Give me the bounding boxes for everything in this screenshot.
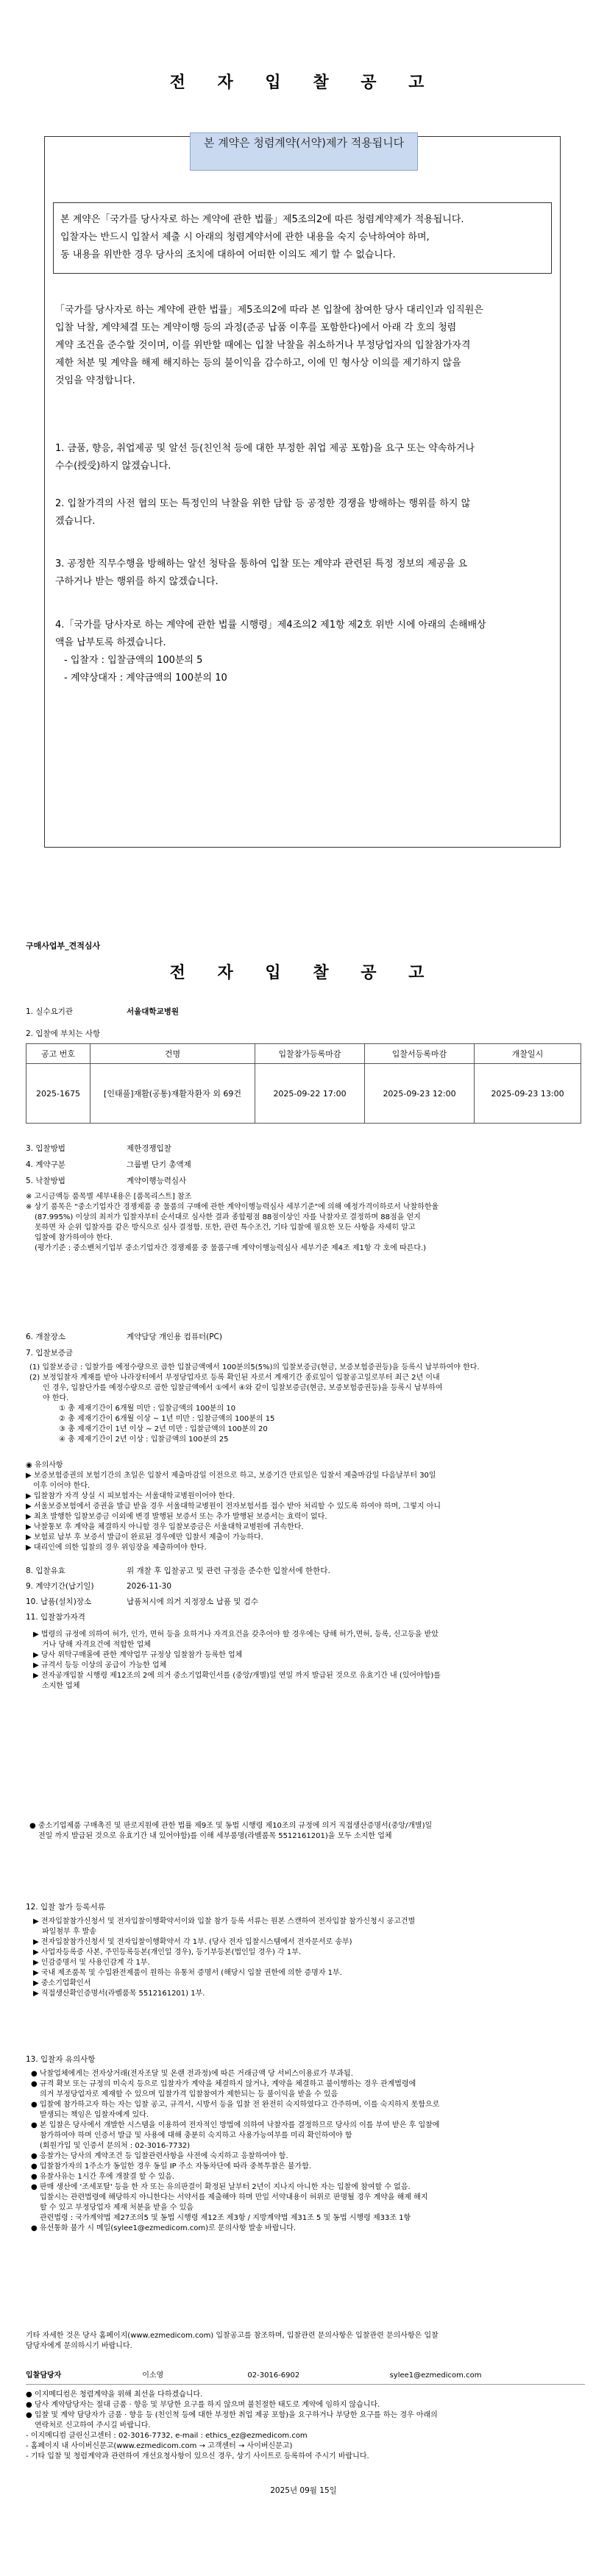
col-header: 개찰일시 (475, 1044, 581, 1064)
section-label: 4. 계약구분 (26, 1160, 65, 1169)
section-6-value: 계약담당 개인용 컴퓨터(PC) (127, 1333, 222, 1341)
note-line: ▶ 보험료 납부 후 보증서 발급이 완료된 경우에만 입찰서 제출이 가능하다. (26, 1533, 263, 1541)
doc-line: 파일첨부 후 발송 (42, 1928, 96, 1936)
inner-line: 입찰자는 반드시 입찰서 제출 시 아래의 청렴계약서에 관한 내용을 숙지 승낙하여야 하며, (60, 232, 430, 243)
bidder-note: 할 수 있고 부정당업자 제재 처분을 받을 수 있음 (40, 2204, 194, 2212)
pledge-line: ● 입찰 및 계약 담당자가 금품 · 향응 등 (친인척 등에 대한 부정한 취업 제공 포함)을 요구하거나 부당한 요구를 하는 경우 아래의 (26, 2411, 438, 2419)
bidder-note: ● 응찰가는 당사의 계약조건 등 입찰관련사항을 사전에 숙지하고 응찰하여야 함. (31, 2152, 288, 2160)
intro-line: 것임을 약정합니다. (55, 375, 135, 386)
deposit-rate: ③ 총 제재기간이 1년 이상 ~ 2년 미만 : 입찰금액의 100분의 20 (59, 1425, 268, 1433)
note-line: 못하면 차 순위 입찰자를 같은 방식으로 심사 결정함. 또한, 관련 특수조건, 기타 입찰에 필요한 모든 사항을 자세히 알고 (35, 1224, 416, 1232)
section-value: 위 개찰 후 입찰공고 및 관련 규정을 준수한 입찰서에 한한다. (127, 1566, 330, 1575)
clause-2 (55, 495, 555, 531)
note-line: ▶ 보증보험증권의 보험기간의 초일은 입찰서 제출마감일 이전으로 하고, 보증기간 만료일은 입찰서 제출마감일 다음날부터 30일 (26, 1472, 436, 1480)
table-header-row (26, 1044, 581, 1064)
section-6-label: 6. 개찰장소 (26, 1333, 65, 1341)
table-row (26, 1064, 581, 1124)
deposit-line: (1) 입찰보증금 : 입찰가를 예정수량으로 곱한 입찰금액에서 100분의5(5%)의 입찰보증금(현금, 보증보험증권등)을 등록시 납부하여야 한다. (29, 1363, 480, 1372)
damages-contractor: - 계약상대자 : 계약금액의 100분의 10 (64, 673, 227, 684)
intro-line: 계약 조건을 준수할 것이며, 이를 위반할 때에는 입찰 낙찰을 취소하거나 부정당업자의 입찰참가자격 (55, 340, 471, 351)
section-label: 9. 계약기간(납기일) (26, 1582, 94, 1591)
notice-date: 2025년 09월 15일 (270, 2486, 337, 2495)
qual-line: 거나 당해 자격요건에 적합한 업체 (42, 1641, 151, 1649)
integrity-pledge (26, 2390, 589, 2462)
deposit-line: (2) 보정입찰자 계재를 받아 나라장터에서 부정당업자로 등록 확인된 자로서 계재기간 종료일이 입찰공고일로부터 최근 2년 이내 (29, 1374, 440, 1382)
sme-line: ● 중소기업제품 구매촉진 및 판로지원에 관한 법률 제9조 및 동법 시행령 제10조의 규정에 의거 직접생산증명서(중앙/개별)일 (29, 1822, 433, 1830)
bidder-notes-list (31, 2069, 590, 2234)
section-label: 10. 납품(설치)장소 (26, 1597, 92, 1606)
intro-paragraph (55, 302, 555, 390)
section-value: 2026-11-30 (127, 1582, 172, 1591)
bidder-note: ● 규격 확보 또는 규정의 미숙지 등으로 입찰자가 계약을 체결하지 않거나, 계약을 체결하고 불이행하는 경우 관계법령에 (31, 2080, 416, 2088)
note-line: ▶ 낙찰통보 후 계약을 체결하지 아니할 경우 입찰보증금은 서울대학교병원에 귀속한다. (26, 1523, 304, 1531)
deposit-rate: ④ 총 제재기간이 2년 이상 : 입찰금액의 100분의 25 (59, 1436, 229, 1444)
doc2-title: 전 자 입 찰 공 고 (169, 964, 438, 982)
note-line: ◉ 유의사항 (26, 1461, 63, 1469)
inner-line: 동 내용을 위반한 경우 당사의 조치에 대하여 어떠한 이의도 제기 할 수 없습니다. (60, 249, 396, 260)
contact-divider (26, 2384, 585, 2385)
required-docs-list (33, 1917, 589, 1999)
footer-line: 담당자에게 문의하시기 바랍니다. (26, 2342, 132, 2350)
integrity-notice-banner: 본 계약은 청렴계약(서약)제가 적용됩니다 (190, 132, 418, 171)
col-header: 건명 (90, 1044, 255, 1064)
sme-line: 전일 까지 발급된 것으로 유효기간 내 있어야함)를 이해 세부품명(라벨품목 5512161201)을 모두 소지한 업체 (38, 1832, 392, 1840)
bidder-note: ● 판매 생산에 '조세포탈' 등을 한 자 또는 유의판결이 확정된 날부터 2년이 지나지 아니한 자는 입찰에 참여할 수 없음. (31, 2183, 411, 2191)
note-line: (평가기준 : 중소벤처기업부 중소기업자간 경쟁제품 중 물품구매 계약이행능력심사 세부기준 제4조 제1항 각 호에 따른다.) (35, 1244, 427, 1252)
pledge-line: 연락처로 신고하여 주시길 바랍니다. (35, 2421, 151, 2430)
intro-line: 제한 처분 및 계약을 해제 해지하는 등의 불이익을 감수하고, 이에 민 형사상 이의를 제기하지 않을 (55, 358, 461, 369)
section-7-label: 7. 입찰보증금 (26, 1349, 74, 1358)
clause-line: 4.「국가를 당사자로 하는 계약에 관한 법률 시행령」제4조의2 제1항 제2호 위반 시에 아래의 손해배상 (55, 620, 486, 631)
clause-line: 구하거나 받는 행위를 하지 않겠습니다. (55, 576, 219, 587)
clause-line: 3. 공정한 직무수행을 방해하는 알선 청탁을 통하여 입찰 또는 계약과 관련된 특정 정보의 제공을 요 (55, 558, 468, 570)
deposit-rate: ② 총 제재기간이 6개월 이상 ~ 1년 미만 : 입찰금액의 100분의 15 (59, 1415, 275, 1423)
bidder-note: ● 입찰참가자의 1주소가 동일한 경우 동일 IP 주소 자동차단에 따라 중복투찰은 불가함. (31, 2162, 311, 2171)
deposit-rules (29, 1363, 589, 1445)
cell-notice-no: 2025-1675 (26, 1064, 90, 1124)
deposit-rate: ① 총 제재기간이 6개월 미만 : 입찰금액의 100분의 10 (59, 1405, 236, 1413)
section-1-label: 1. 실수요기관 (26, 1007, 74, 1016)
deposit-line: 야 한다. (43, 1394, 69, 1402)
bidder-note: 참가하여야 하며 인증서 발급 및 사용에 대해 충분히 숙지하고 사용가능여부를 미리 확인하여야 함 (40, 2132, 352, 2140)
bidder-note: ● 본 입찰은 당사에서 개발한 시스템을 이용하여 전자적인 방법에 의하여 낙찰자를 결정하므로 당사의 이를 부여 받은 후 입찰에 (31, 2121, 440, 2129)
section-label: 8. 입찰유효 (26, 1566, 65, 1575)
footer-line: 기타 자세한 것은 당사 홈페이지(www.ezmedicom.com) 입찰공고를 참조하며, 입찰관련 문의사항은 입찰관련 문의사항은 입찰 (26, 2332, 439, 2340)
bidder-note: 발생되는 책임은 입찰자에게 있다. (40, 2111, 149, 2119)
cell-reg-deadline: 2025-09-22 17:00 (255, 1064, 365, 1124)
clause-1 (55, 440, 555, 475)
bidder-note: ● 낙찰업체에게는 전자상거래(전자조달 및 온랜 전과정)에 따른 거래금액 당 서비스이용료가 부과됨. (31, 2070, 353, 2078)
col-header: 공고 번호 (26, 1044, 90, 1064)
section-label: 3. 입찰방법 (26, 1144, 65, 1153)
note-line: ▶ 최초 발행한 입찰보증금 이외에 변경 발행된 보증서 또는 추가 발행된 보증서는 효력이 없다. (26, 1513, 327, 1521)
contact-name: 이소영 (142, 2371, 164, 2380)
col-header: 입찰서등록마감 (365, 1044, 475, 1064)
section-12-label: 12. 입찰 참가 등록서류 (26, 1903, 105, 1912)
qual-line: ▶ 법령의 규정에 의하여 허가, 인가, 면허 등을 요하거나 자격요건을 갖추어야 할 경우에는 당해 허가,면허, 등록, 신고등을 받았 (33, 1631, 439, 1639)
clause-line: 액을 납부토록 하겠습니다. (55, 637, 166, 648)
qualification-list (33, 1630, 589, 1692)
damages-bidder: - 입찰자 : 입찰금액의 100분의 5 (64, 655, 203, 666)
pledge-line: ● 이지메디컴은 청렴계약을 위해 최선을 다하겠습니다. (26, 2391, 203, 2399)
note-line: 이후 이어야 한다. (33, 1482, 90, 1490)
bidder-note: (회원가입 및 인증서 문의처 : 02-3016-7732) (40, 2142, 191, 2150)
section-value: 그룹별 단기 총액제 (127, 1160, 191, 1169)
doc-line: ▶ 국내 제조품목 및 수입완전제품이 원하는 유통처 증명서 (해당시 입찰 권한에 의한 증명자 1부. (33, 1969, 342, 1977)
qual-line: 소지한 업체 (42, 1682, 80, 1690)
section-value: 제한경쟁입찰 (127, 1144, 171, 1153)
contact-row (26, 2371, 589, 2381)
contact-email[interactable]: sylee1@ezmedicom.com (389, 2371, 482, 2380)
cell-opening-time: 2025-09-23 13:00 (475, 1064, 581, 1124)
section-value: 납품처시에 의거 지정장소 납품 및 검수 (127, 1597, 258, 1606)
note-line: 입찰에 참가하여야 한다. (35, 1234, 113, 1242)
doc-line: ▶ 중소기업확인서 (33, 1979, 91, 1987)
intro-line: 「국가를 당사자로 하는 계약에 관한 법률」제5조의2에 따라 본 입찰에 참여한 당사 대리인과 임직원은 (55, 305, 483, 316)
bid-items-table (26, 1043, 581, 1124)
note-line: ※ 상기 품목은 "중소기업자간 경쟁제품 중 물품의 구매에 관한 계약이행능력심사 세부기준"에 의해 예정가격이하로서 낙찰하한율 (26, 1203, 439, 1211)
section-value: 계약이행능력심사 (127, 1177, 187, 1185)
section-2-label: 2. 입찰에 부치는 사항 (26, 1029, 101, 1038)
clause-3 (55, 556, 555, 591)
clause-4 (55, 617, 555, 687)
doc-line: ▶ 전자입찰참가신청서 및 전자입찰이행확약서 각 1부. (당사 전자 입찰시스템에서 전자문서로 송부) (33, 1938, 352, 1946)
deposit-line: 인 경우, 입찰단가를 예정수량으로 곱한 입찰금액에서 ①에서 ④와 같이 입찰보증금(현금, 보증보험증권등)을 등록시 납부하여 (43, 1384, 443, 1392)
bidder-note: ● 입찰에 참가하고자 하는 자는 입찰 공고, 규격서, 시방서 등을 입찰 전 완전히 숙지하였다고 간주하며, 이를 숙지하지 못함으로 (31, 2101, 440, 2109)
bidder-note: ● 유찰사유는 1시간 후에 개찰결 할 수 있음. (31, 2173, 175, 2181)
doc-line: ▶ 직접생산확인증명서(라벨품목 5512161201) 1부. (33, 1990, 205, 1998)
contact-phone: 02-3016-6902 (247, 2371, 300, 2380)
doc-line: ▶ 인감증명서 및 사용인감계 각 1부. (33, 1959, 150, 1967)
note-line: ※ 고시금액등 품목별 세부내용은 [품목리스트] 참조 (26, 1193, 192, 1201)
note-line: (87.995%) 이상의 최저가 입찰자부터 순서대로 심사한 결과 종합평점 88점이상인 자를 낙찰자로 결정하며 88점을 얻지 (35, 1213, 421, 1221)
pledge-line: ● 당사 계약담당자는 절대 금품 · 향응 및 부당한 요구를 하지 않으며 불친절한 태도로 계약에 임하지 않습니다. (26, 2401, 380, 2409)
doc1-title: 전 자 입 찰 공 고 (169, 74, 438, 92)
clause-line: 2. 입찰가격의 사전 협의 또는 특정인의 낙찰을 위한 담합 등 공정한 경쟁을 방해하는 행위를 하지 않 (55, 498, 471, 509)
section-label: 11. 입찰참가자격 (26, 1613, 85, 1622)
bidder-note: 입찰시는 관련법령에 해당하지 아니한다는 서약서를 제출해야 하며 만일 서약내용이 허위로 판명될 경우 계약을 해제 해지 (40, 2193, 428, 2201)
bidder-note: 의거 부정당업자로 제재할 수 있으며 입찰가격 입찰참여가 제한되는 등 불이익을 받을 수 있음 (40, 2090, 338, 2098)
inner-box-text (60, 211, 546, 264)
category-label: 구매사업부_견적심사 (26, 941, 101, 951)
pledge-line: - 기타 입찰 및 청렴계약과 관련하여 개선요청사항이 있으신 경우, 상기 사이트로 등록하여 주시기 바랍니다. (26, 2452, 369, 2460)
clause-line: 수수(授受)하지 않겠습니다. (55, 461, 171, 472)
deposit-notes (26, 1461, 589, 1553)
evaluation-note (26, 1192, 585, 1254)
section-label: 5. 낙찰방법 (26, 1177, 65, 1185)
qual-line: ▶ 당사 위탁구매몰에 관한 계약업무 규정상 입찰참가 등록한 업체 (33, 1651, 243, 1659)
section-3-5 (26, 1140, 191, 1189)
pledge-line: - 홈페이지 내 사이버신문고(www.ezmedicom.com → 고객센터 → 사이버신문고) (26, 2442, 293, 2450)
clause-line: 1. 금품, 향응, 취업제공 및 알선 등(친인척 등에 대한 부정한 취업 제공 포함)을 요구 또는 약속하거나 (55, 443, 475, 454)
clause-line: 겠습니다. (55, 516, 96, 527)
pledge-line: - 이지메디컴 클린신고센터 : 02-3016-7732, e-mail : ethics_ez@ezmedicom.com (26, 2432, 308, 2440)
cell-bid-deadline: 2025-09-23 12:00 (365, 1064, 475, 1124)
sections-8-10 (26, 1564, 330, 1625)
doc-line: ▶ 사업자등록증 사본, 주민등록등본(개인일 경우), 등기부등본(법인일 경우) 각 1부. (33, 1948, 302, 1956)
section-13-label: 13. 입찰자 유의사항 (26, 2055, 96, 2064)
cell-item-name: [인태풀]재활(공통)재활자환자 외 69건 (90, 1064, 255, 1124)
qual-line: ▶ 전자공개입찰 시행령 제12조의 2에 의거 중소기업확인서를 (중앙/개별)일 연일 까지 발급된 것으로 유효기간 내 (있어야함)를 (33, 1672, 441, 1680)
sme-requirement (29, 1821, 589, 1842)
inner-line: 본 계약은「국가를 당사자로 하는 계약에 관한 법률」제5조의2에 따른 청렴계약제가 적용됩니다. (60, 214, 464, 225)
note-line: ▶ 입찰참가 자격 상실 시 피보험자는 서울대학교병원이어야 한다. (26, 1492, 235, 1500)
footer-reference (26, 2331, 589, 2352)
note-line: ▶ 대리인에 의한 입찰의 경우 위임장을 제출하여야 한다. (26, 1544, 207, 1552)
col-header: 입찰참가등록마감 (255, 1044, 365, 1064)
intro-line: 입찰 낙찰, 계약체결 또는 계약이행 등의 과정(준공 납품 이후를 포함한다)에서 아래 각 호의 청렴 (55, 322, 457, 333)
bidder-note: 관련법령 : 국가계약법 제27조의5 및 동법 시행령 제12조 제3항 / 지방계약법 제31조 5 및 동법 시행령 제33조 1항 (40, 2214, 411, 2222)
qual-line: ▶ 규격서 등등 이상의 공급이 가능한 업체 (33, 1661, 167, 1670)
bidder-note: ● 유선통화 불가 시 메일(sylee1@ezmedicom.com)로 문의사항 발송 바랍니다. (31, 2224, 297, 2232)
doc-line: ▶ 전자입찰참가신청서 및 전자입찰이행확약서이와 입찰 참가 등록 서류는 원본 스캔하여 전자입찰 참가신청시 공고건별 (33, 1917, 416, 1926)
contact-role: 입찰담당자 (26, 2371, 62, 2380)
section-1-value: 서울대학교병원 (127, 1007, 180, 1016)
note-line: ▶ 서울보증보험에서 증권을 발급 받을 경우 서울대학교병원이 전자보험서를 접수 받아 처리할 수 있도록 하여야 하며, 그렇지 아니 (26, 1502, 441, 1511)
